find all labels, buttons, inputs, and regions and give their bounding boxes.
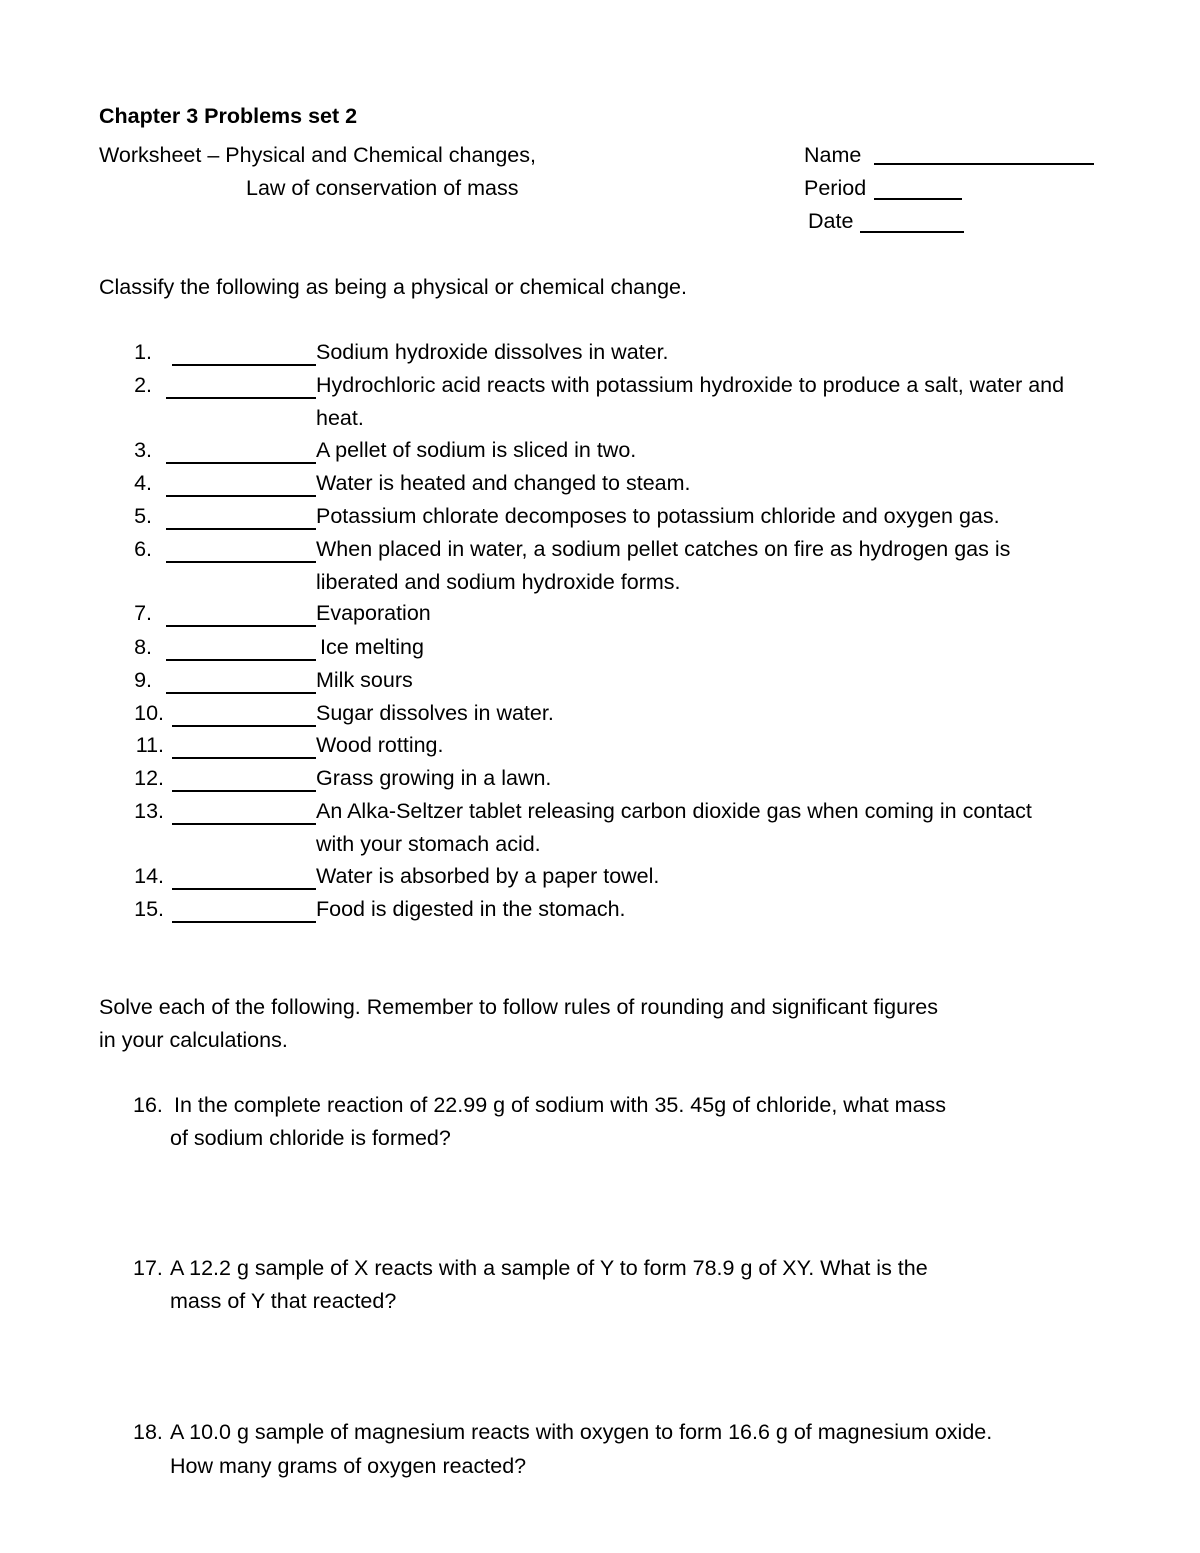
worksheet-subtitle-2: Law of conservation of mass	[246, 176, 519, 200]
answer-blank[interactable]	[166, 397, 316, 399]
problem-text: A 10.0 g sample of magnesium reacts with oxygen to form 16.6 g of magnesium oxide.	[170, 1420, 993, 1444]
item-number: 6.	[134, 537, 152, 561]
item-number: 15.	[134, 897, 164, 921]
problem-text: In the complete reaction of 22.99 g of sodium with 35. 45g of chloride, what mass	[174, 1093, 947, 1117]
item-number: 10.	[134, 701, 164, 725]
answer-blank[interactable]	[166, 495, 316, 497]
item-text: Sodium hydroxide dissolves in water.	[316, 340, 669, 364]
item-number: 5.	[134, 504, 152, 528]
item-text: Evaporation	[316, 601, 431, 625]
answer-blank[interactable]	[166, 692, 316, 694]
item-text: When placed in water, a sodium pellet catches on fire as hydrogen gas is liberated and sodium hydroxide forms.	[316, 537, 1011, 594]
answer-blank[interactable]	[172, 823, 316, 825]
section1-instruction: Classify the following as being a physical or chemical change.	[99, 275, 687, 299]
answer-blank[interactable]	[172, 790, 316, 792]
answer-blank[interactable]	[172, 757, 316, 759]
item-text: Sugar dissolves in water.	[316, 701, 554, 725]
period-label: Period	[804, 176, 867, 200]
problem-text: A 12.2 g sample of X reacts with a sample of Y to form 78.9 g of XY. What is the	[170, 1256, 928, 1280]
item-number: 4.	[134, 471, 152, 495]
item-number: 14.	[134, 864, 164, 888]
date-label: Date	[808, 209, 854, 233]
item-number: 7.	[134, 601, 152, 625]
problem-number: 17.	[133, 1256, 163, 1280]
name-label: Name	[804, 143, 862, 167]
date-field[interactable]	[860, 231, 964, 233]
answer-blank[interactable]	[166, 528, 316, 530]
item-number: 9.	[134, 668, 152, 692]
page-title: Chapter 3 Problems set 2	[99, 104, 358, 128]
item-text: Hydrochloric acid reacts with potassium hydroxide to produce a salt, water and heat.	[316, 373, 1065, 430]
problem-number: 18.	[133, 1420, 163, 1444]
item-number: 8.	[134, 635, 152, 659]
answer-blank[interactable]	[166, 625, 316, 627]
item-text: Potassium chlorate decomposes to potassium chloride and oxygen gas.	[316, 504, 1000, 528]
problem-number: 16.	[133, 1093, 163, 1117]
answer-blank[interactable]	[172, 364, 316, 366]
item-number: 3.	[134, 438, 152, 462]
item-number: 2.	[134, 373, 152, 397]
period-field[interactable]	[874, 198, 962, 200]
item-number: 11.	[135, 733, 164, 757]
answer-blank[interactable]	[172, 725, 316, 727]
worksheet-subtitle: Worksheet – Physical and Chemical changes,	[99, 143, 536, 167]
item-number: 13.	[134, 799, 164, 823]
item-text: Water is heated and changed to steam.	[316, 471, 691, 495]
answer-blank[interactable]	[172, 888, 316, 890]
problem-text-2: mass of Y that reacted?	[170, 1289, 397, 1313]
item-text: Grass growing in a lawn.	[316, 766, 552, 790]
item-text: Milk sours	[316, 668, 413, 692]
name-field[interactable]	[874, 163, 1094, 165]
problem-text-2: How many grams of oxygen reacted?	[170, 1454, 527, 1478]
item-text: Ice melting	[320, 635, 424, 659]
item-text: A pellet of sodium is sliced in two.	[316, 438, 637, 462]
item-text: An Alka-Seltzer tablet releasing carbon dioxide gas when coming in contact with your stomach acid.	[316, 799, 1032, 856]
section2-instruction: Solve each of the following. Remember to follow rules of rounding and significant figures	[99, 995, 938, 1019]
answer-blank[interactable]	[166, 659, 316, 661]
answer-blank[interactable]	[172, 921, 316, 923]
item-number: 12.	[134, 766, 164, 790]
problem-text-2: of sodium chloride is formed?	[170, 1126, 451, 1150]
section2-instruction-2: in your calculations.	[99, 1028, 288, 1052]
answer-blank[interactable]	[166, 462, 316, 464]
answer-blank[interactable]	[166, 561, 316, 563]
item-text: Wood rotting.	[316, 733, 444, 757]
item-text: Food is digested in the stomach.	[316, 897, 626, 921]
item-text: Water is absorbed by a paper towel.	[316, 864, 660, 888]
item-number: 1.	[134, 340, 152, 364]
